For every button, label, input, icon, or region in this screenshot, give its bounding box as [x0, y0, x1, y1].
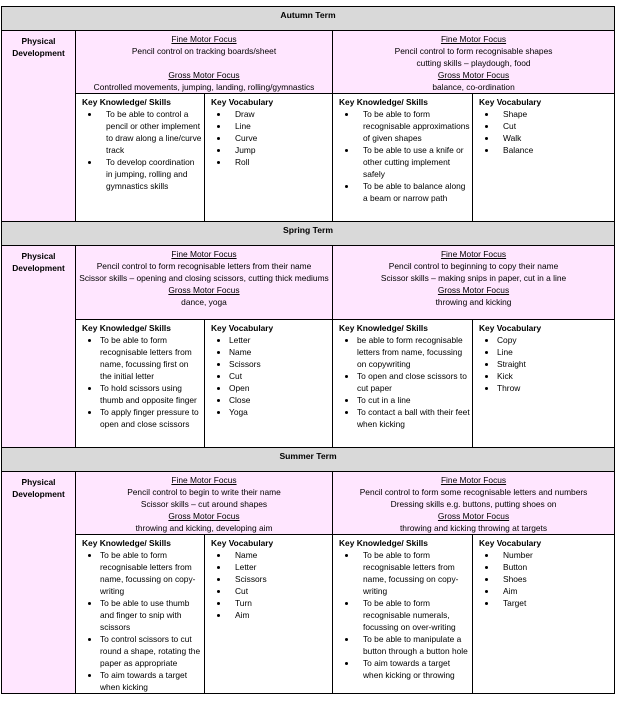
list-item: • Scissors: [229, 573, 330, 585]
list-item: • Scissors: [229, 358, 330, 370]
list-item: • Open: [229, 382, 330, 394]
focus-text: throwing and kicking throwing at targets: [399, 523, 548, 533]
focus-text: Pencil control to beginning to copy their name: [388, 261, 559, 271]
list-item: • Name: [229, 346, 330, 358]
right-knowledge-cell: [333, 535, 473, 694]
list-item: • Draw: [229, 108, 330, 120]
term-title: Summer Term: [2, 448, 615, 472]
term-title: Autumn Term: [2, 7, 615, 31]
list-item: • To be able to form recognisable numerals, focussing on over-writing: [357, 597, 470, 633]
focus-heading: Fine Motor Focus: [440, 475, 507, 485]
focus-text: balance, co-ordination: [432, 82, 515, 92]
list-item: • Line: [229, 120, 330, 132]
right-focus-cell: [333, 31, 615, 94]
list-item: • Yoga: [229, 406, 330, 418]
focus-spacer: [78, 57, 330, 69]
focus-heading: Fine Motor Focus: [440, 34, 507, 44]
list-item: • To cut in a line: [357, 394, 470, 406]
list-item: • Cut: [229, 585, 330, 597]
list-item: • To aim towards a target when kicking: [100, 669, 202, 693]
curriculum-document: [1, 6, 614, 694]
term-header-row: [2, 7, 615, 31]
list-item: • To be able to form recognisable letters from name, focussing on copy-writing: [357, 549, 470, 597]
list-item: • To hold scissors using thumb and opposite finger: [100, 382, 202, 406]
term-header-row: [2, 448, 615, 472]
knowledge-heading: Key Knowledge/ Skills: [82, 97, 171, 107]
list-item: • To aim towards a target when kicking or throwing: [357, 657, 470, 681]
list-item: • To be able to form recognisable letters from name, focussing on copy-writing: [100, 549, 202, 597]
list-item: • Kick: [497, 370, 612, 382]
list-item: • Close: [229, 394, 330, 406]
knowledge-list: [339, 549, 470, 681]
knowledge-row: [2, 535, 615, 694]
knowledge-list: [339, 108, 470, 204]
list-item: • To be able to use a knife or other cutting implement safely: [357, 144, 470, 180]
list-item: • Throw: [497, 382, 612, 394]
focus-heading: Fine Motor Focus: [171, 249, 237, 259]
right-knowledge-cell: [333, 94, 473, 222]
list-item: • Aim: [497, 585, 612, 597]
left-focus-cell: [76, 246, 333, 320]
list-item: • Letter: [229, 334, 330, 346]
focus-row: [2, 31, 615, 94]
left-knowledge-cell: [76, 320, 205, 448]
list-item: • Copy: [497, 334, 612, 346]
knowledge-list: [82, 108, 202, 192]
table-body: [2, 7, 615, 694]
vocabulary-list: [479, 334, 612, 394]
focus-row: [2, 472, 615, 535]
list-item: • To be able to control a pencil or other implement to draw along a line/curve track: [100, 108, 202, 156]
focus-text: Scissor skills – opening and closing scissors, cutting thick mediums: [79, 273, 329, 283]
knowledge-list: [82, 334, 202, 430]
list-item: • To be able to form recognisable letters from name, focussing first on the initial letter: [100, 334, 202, 382]
knowledge-list: [339, 334, 470, 430]
list-item: • Name: [229, 549, 330, 561]
left-vocabulary-cell: [205, 535, 333, 694]
vocabulary-heading: Key Vocabulary: [211, 323, 274, 333]
list-item: • Turn: [229, 597, 330, 609]
focus-heading: Fine Motor Focus: [440, 249, 507, 259]
right-vocabulary-cell: [473, 535, 615, 694]
focus-text: throwing and kicking: [435, 297, 512, 307]
area-label: Physical Development: [2, 472, 76, 694]
knowledge-heading: Key Knowledge/ Skills: [339, 538, 428, 548]
list-item: • Target: [497, 597, 612, 609]
list-item: • Aim: [229, 609, 330, 621]
right-focus-cell: [333, 472, 615, 535]
list-item: • Curve: [229, 132, 330, 144]
right-vocabulary-cell: [473, 94, 615, 222]
knowledge-row: [2, 94, 615, 222]
list-item: • To open and close scissors to cut paper: [357, 370, 470, 394]
list-item: • Straight: [497, 358, 612, 370]
focus-row: [2, 246, 615, 320]
focus-text: Scissor skills – cut around shapes: [140, 499, 268, 509]
list-item: • Line: [497, 346, 612, 358]
focus-heading: Gross Motor Focus: [437, 70, 510, 80]
left-knowledge-cell: [76, 535, 205, 694]
left-focus-cell: [76, 31, 333, 94]
focus-text: Pencil control to begin to write their name: [127, 487, 281, 497]
knowledge-heading: Key Knowledge/ Skills: [339, 97, 428, 107]
list-item: • Cut: [229, 370, 330, 382]
knowledge-heading: Key Knowledge/ Skills: [339, 323, 428, 333]
list-item: • be able to form recognisable letters from name, focussing on copywriting: [357, 334, 470, 370]
vocabulary-list: [479, 108, 612, 156]
focus-text: Controlled movements, jumping, landing, rolling/gymnastics: [93, 82, 315, 92]
vocabulary-heading: Key Vocabulary: [479, 97, 542, 107]
list-item: • To be able to form recognisable approximations of given shapes: [357, 108, 470, 144]
curriculum-table: [1, 6, 615, 694]
right-focus-cell: [333, 246, 615, 320]
list-item: • Shape: [497, 108, 612, 120]
vocabulary-heading: Key Vocabulary: [211, 538, 274, 548]
focus-text: Pencil control to form recognisable shapes: [394, 46, 553, 56]
list-item: • To be able to use thumb and finger to snip with scissors: [100, 597, 202, 633]
knowledge-heading: Key Knowledge/ Skills: [82, 538, 171, 548]
vocabulary-list: [211, 549, 330, 621]
knowledge-heading: Key Knowledge/ Skills: [82, 323, 171, 333]
focus-text: dance, yoga: [181, 297, 227, 307]
area-label: Physical Development: [2, 246, 76, 448]
list-item: • Roll: [229, 156, 330, 168]
knowledge-row: [2, 320, 615, 448]
focus-heading: Gross Motor Focus: [437, 511, 510, 521]
list-item: • Jump: [229, 144, 330, 156]
focus-heading: Gross Motor Focus: [437, 285, 510, 295]
right-vocabulary-cell: [473, 320, 615, 448]
focus-text: Pencil control to form recognisable letters from their name: [96, 261, 312, 271]
focus-heading: Fine Motor Focus: [171, 475, 237, 485]
vocabulary-heading: Key Vocabulary: [479, 323, 542, 333]
left-focus-cell: [76, 472, 333, 535]
list-item: • To control scissors to cut round a shape, rotating the paper as appropriate: [100, 633, 202, 669]
vocabulary-heading: Key Vocabulary: [211, 97, 274, 107]
list-item: • Letter: [229, 561, 330, 573]
list-item: • To be able to balance along a beam or narrow path: [357, 180, 470, 204]
focus-text: Pencil control on tracking boards/sheet: [131, 46, 277, 56]
focus-text: Dressing skills e.g. buttons, putting shoes on: [390, 499, 557, 509]
list-item: • To contact a ball with their feet when kicking: [357, 406, 470, 430]
list-item: • Balance: [497, 144, 612, 156]
area-label: Physical Development: [2, 31, 76, 222]
left-knowledge-cell: [76, 94, 205, 222]
focus-text: throwing and kicking, developing aim: [135, 523, 273, 533]
vocabulary-heading: Key Vocabulary: [479, 538, 542, 548]
left-vocabulary-cell: [205, 94, 333, 222]
vocabulary-list: [479, 549, 612, 609]
vocabulary-list: [211, 108, 330, 168]
knowledge-list: [82, 549, 202, 693]
list-item: • To be able to manipulate a button through a button hole: [357, 633, 470, 657]
list-item: • To develop coordination in jumping, rolling and gymnastics skills: [100, 156, 202, 192]
list-item: • Number: [497, 549, 612, 561]
list-item: • Walk: [497, 132, 612, 144]
list-item: • To apply finger pressure to open and close scissors: [100, 406, 202, 430]
right-knowledge-cell: [333, 320, 473, 448]
focus-text: cutting skills – playdough, food: [416, 58, 531, 68]
focus-heading: Fine Motor Focus: [171, 34, 237, 44]
vocabulary-list: [211, 334, 330, 418]
term-header-row: [2, 222, 615, 246]
focus-text: Pencil control to form some recognisable letters and numbers: [359, 487, 588, 497]
left-vocabulary-cell: [205, 320, 333, 448]
focus-text: Scissor skills – making snips in paper, cut in a line: [380, 273, 567, 283]
list-item: • Cut: [497, 120, 612, 132]
term-title: Spring Term: [2, 222, 615, 246]
focus-heading: Gross Motor Focus: [168, 511, 240, 521]
focus-heading: Gross Motor Focus: [168, 285, 240, 295]
focus-heading: Gross Motor Focus: [168, 70, 240, 80]
list-item: • Button: [497, 561, 612, 573]
list-item: • Shoes: [497, 573, 612, 585]
